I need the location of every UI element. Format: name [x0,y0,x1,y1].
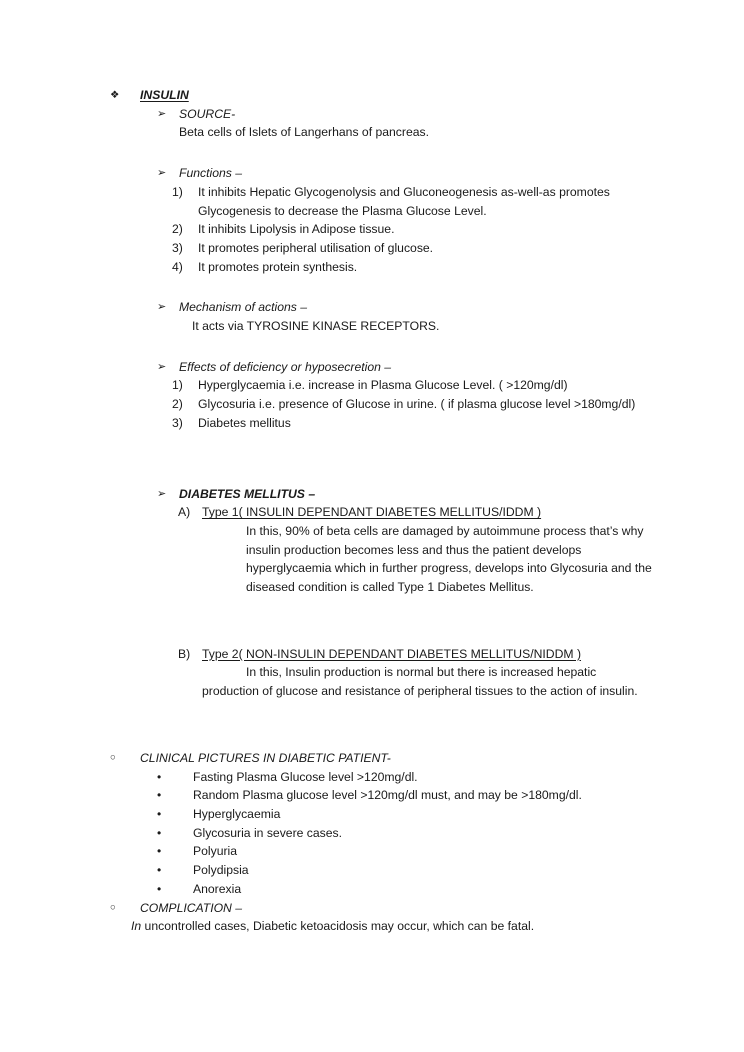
subsection-type2-heading [0,645,744,664]
dot-bullet-icon: • [157,844,162,859]
list-item [0,183,744,220]
list-number: 3) [172,415,183,430]
list-letter: B) [178,646,191,661]
list-item-text: Diabetes mellitus [198,415,291,430]
type2-body: In this, Insulin production is normal but there is increased hepatic production of glucose and resistance of peripheral tissues to the action of insulin. [202,665,638,699]
list-item [0,258,744,277]
source-body: Beta cells of Islets of Langerhans of pancreas. [179,125,429,140]
dot-bullet-icon: • [157,806,162,821]
list-item [0,239,744,258]
list-item [0,880,744,899]
list-item-text: It inhibits Lipolysis in Adipose tissue. [198,222,395,237]
list-item [0,220,744,239]
circle-bullet-icon: ○ [110,901,116,913]
heading-mechanism [0,298,744,317]
list-item-text: Glycosuria i.e. presence of Glucose in urine. ( if plasma glucose level >180mg/dl) [198,397,636,412]
list-number: 4) [172,259,183,274]
document-content [0,86,744,936]
section-heading: COMPLICATION – [140,900,243,915]
dot-bullet-icon: • [157,769,162,784]
heading-source [0,105,744,124]
subsection-title: Type 2( NON-INSULIN DEPENDANT DIABETES MELLITUS/NIDDM ) [202,646,582,661]
arrow-bullet-icon: ➢ [157,301,167,314]
list-number: 1) [172,378,183,393]
dot-bullet-icon: • [157,825,162,840]
list-item-text: Random Plasma glucose level >120mg/dl must, and may be >180mg/dl. [193,788,582,803]
list-item-text: Hyperglycaemia [193,806,281,821]
heading-clinical-pictures [0,749,744,768]
arrow-bullet-icon: ➢ [157,167,167,180]
list-number: 1) [172,184,183,199]
list-item-text: It promotes protein synthesis. [198,259,358,274]
dot-bullet-icon: • [157,863,162,878]
list-item-text: It inhibits Hepatic Glycogenolysis and Gluconeogenesis as-well-as promotes Glycogenesis to decrease the Plasma Glucose Level. [198,184,610,218]
arrow-bullet-icon: ➢ [157,487,167,500]
floret-bullet-icon: ❖ [110,89,120,101]
heading-diabetes-mellitus [0,485,744,504]
subsection-type1-heading [0,503,744,522]
heading-insulin [0,86,744,105]
list-item [0,805,744,824]
dot-bullet-icon: • [157,788,162,803]
heading-functions [0,164,744,183]
list-letter: A) [178,505,191,520]
section-heading: Mechanism of actions – [179,300,308,315]
list-item [0,768,744,787]
list-item-text: It promotes peripheral utilisation of glucose. [198,240,434,255]
section-heading: DIABETES MELLITUS – [179,486,316,501]
list-item-text: Fasting Plasma Glucose level >120mg/dl. [193,769,418,784]
list-number: 3) [172,240,183,255]
list-number: 2) [172,222,183,237]
list-item [0,824,744,843]
complication-body-text: uncontrolled cases, Diabetic ketoacidosis may occur, which can be fatal. [141,919,535,934]
heading-effects [0,358,744,377]
list-item [0,786,744,805]
dot-bullet-icon: • [157,881,162,896]
complication-body [0,917,744,936]
heading-complication [0,899,744,918]
complication-lead-word: In [131,919,142,934]
list-item-text: Glycosuria in severe cases. [193,825,343,840]
section-heading: CLINICAL PICTURES IN DIABETIC PATIENT- [140,750,391,765]
list-item-text: Anorexia [193,881,242,896]
circle-bullet-icon: ○ [110,751,116,763]
list-number: 2) [172,397,183,412]
section-heading: Functions – [179,166,243,181]
list-item [0,395,744,414]
list-item [0,376,744,395]
section-heading: Effects of deficiency or hyposecretion – [179,359,392,374]
type1-body: In this, 90% of beta cells are damaged by autoimmune process that’s why insulin production becomes less and thus the patient develops hyperglycaemia which in further progress, develops into Glycosuria and the diseased condition is called Type 1 Diabetes Mellitus. [246,523,652,595]
section-heading: SOURCE- [179,106,236,121]
list-item-text: Polydipsia [193,863,249,878]
page-title: INSULIN [140,88,189,102]
list-item [0,861,744,880]
arrow-bullet-icon: ➢ [157,107,167,120]
subsection-title: Type 1( INSULIN DEPENDANT DIABETES MELLITUS/IDDM ) [202,505,542,520]
list-item [0,414,744,433]
list-item [0,842,744,861]
mechanism-body: It acts via TYROSINE KINASE RECEPTORS. [192,319,440,334]
list-item-text: Polyuria [193,844,238,859]
list-item-text: Hyperglycaemia i.e. increase in Plasma Glucose Level. ( >120mg/dl) [198,378,568,393]
arrow-bullet-icon: ➢ [157,360,167,373]
